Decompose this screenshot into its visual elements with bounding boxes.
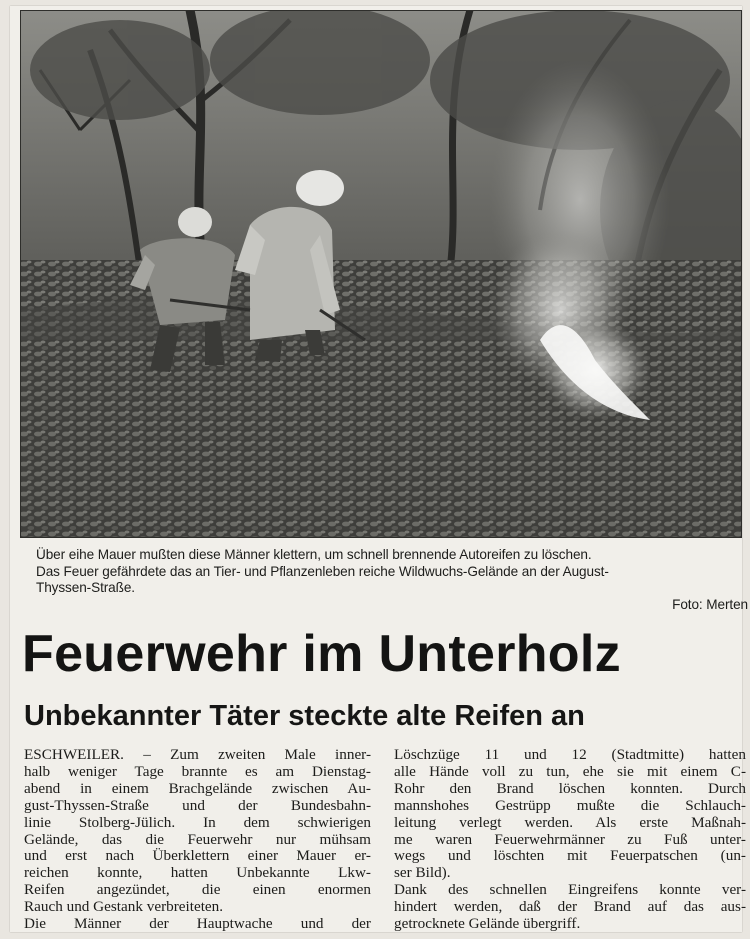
body-line: me waren Feuerwehrmänner zu Fuß unter- <box>394 830 746 848</box>
body-line: mannshohes Gestrüpp mußte die Schlauch- <box>394 796 746 814</box>
body-line: reichen konnte, hatten Unbekannte Lkw- <box>24 864 371 882</box>
photo-illustration <box>20 10 742 538</box>
body-line: ser Bild). <box>394 864 451 882</box>
body-line: und erst nach Überklettern einer Mauer er- <box>24 847 371 865</box>
photo-caption <box>36 547 748 613</box>
body-line: Reifen angezündet, die einen enormen <box>24 881 371 899</box>
body-line: ESCHWEILER. – Zum zweiten Male inner- <box>24 746 371 763</box>
caption-line: Über eihe Mauer mußten diese Männer klettern, um schnell brennende Autoreifen zu löschen. <box>36 547 592 562</box>
body-line: Dank des schnellen Eingreifens konnte ver- <box>394 881 746 899</box>
article-column-left <box>24 747 371 933</box>
body-line: Rohr den Brand löschen konnten. Durch <box>394 779 746 797</box>
body-line: halb weniger Tage brannte es am Dienstag- <box>24 762 371 780</box>
body-line: Die Männer der Hauptwache und der <box>24 915 371 933</box>
body-line: Gelände, das die Feuerwehr nur mühsam <box>24 830 371 848</box>
news-photo <box>20 10 742 538</box>
body-line: leitung verlegt werden. Als erste Maßnah- <box>394 813 746 831</box>
body-line: linie Stolberg-Jülich. In dem schwierigen <box>24 813 371 831</box>
newspaper-clipping <box>10 6 748 933</box>
body-line: alle Hände voll zu tun, ehe sie mit einem C- <box>394 762 746 780</box>
body-line: wegs und löschten mit Feuerpatschen (un- <box>394 847 746 865</box>
body-line: Löschzüge 11 und 12 (Stadtmitte) hatten <box>394 746 746 763</box>
body-line: hindert werden, daß der Brand auf das aus- <box>394 898 746 916</box>
caption-line: Thyssen-Straße. <box>36 580 135 595</box>
body-line: Rauch und Gestank verbreiteten. <box>24 898 224 916</box>
body-line: gust-Thyssen-Straße und der Bundesbahn- <box>24 796 371 814</box>
body-line: abend in einem Brachgelände zwischen Au- <box>24 779 371 797</box>
headline: Feuerwehr im Unterholz <box>22 625 621 683</box>
photo-credit: Foto: Merten <box>672 596 748 612</box>
body-line: getrocknete Gelände übergriff. <box>394 915 581 933</box>
article-column-right <box>394 747 746 933</box>
subheadline: Unbekannter Täter steckte alte Reifen an <box>24 700 585 732</box>
caption-line: Das Feuer gefährdete das an Tier- und Pflanzenleben reiche Wildwuchs-Gelände an der August- <box>36 563 609 579</box>
